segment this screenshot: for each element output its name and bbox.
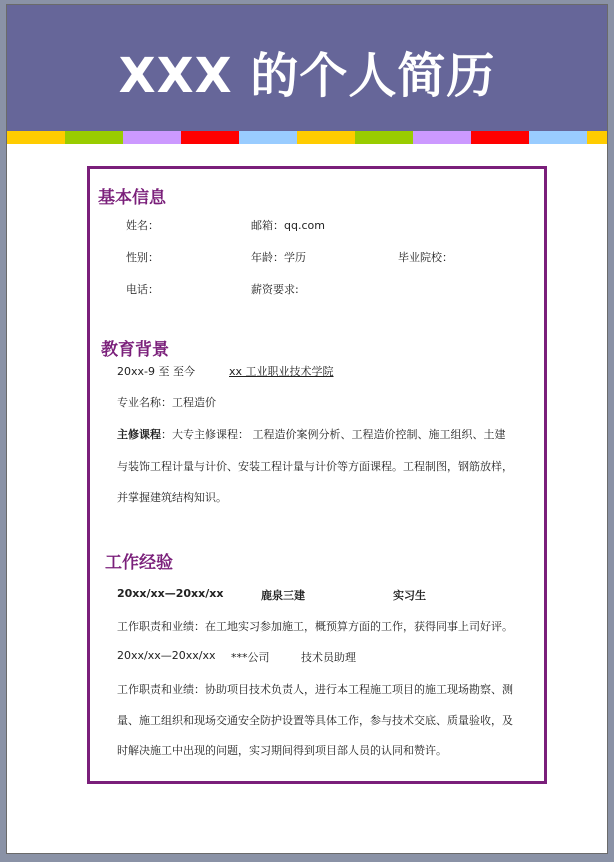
stripe-segment: [181, 131, 239, 144]
stripe-segment: [413, 131, 471, 144]
stripe-segment: [123, 131, 181, 144]
edu-period: 20xx-9 至 至今: [117, 365, 195, 378]
job2-desc-line3: 时解决施工中出现的问题，实习期间得到项目部人员的认同和赞许。: [117, 744, 447, 757]
stripe-segment: [65, 131, 123, 144]
section-title-basic: 基本信息: [98, 188, 166, 208]
field-age: 年龄：学历: [251, 251, 306, 264]
edu-school: xx 工业职业技术学院: [229, 365, 334, 378]
header-banner: [7, 5, 607, 131]
stripe-segment: [297, 131, 355, 144]
field-salary: 薪资要求:: [251, 283, 299, 296]
field-name: 姓名：: [126, 219, 159, 232]
field-phone: 电话：: [126, 283, 159, 296]
section-title-work: 工作经验: [105, 553, 173, 573]
stripe-segment: [529, 131, 587, 144]
job2-company: ***公司: [231, 651, 270, 664]
section-title-education: 教育背景: [101, 340, 169, 360]
color-stripe: [7, 131, 607, 144]
job2-desc-line1: 工作职责和业绩：协助项目技术负责人，进行本工程施工项目的施工现场勘察、测: [117, 683, 513, 696]
stripe-segment: [355, 131, 413, 144]
stripe-segment: [471, 131, 529, 144]
field-school: 毕业院校：: [398, 251, 453, 264]
stripe-segment: [7, 131, 65, 144]
job2-role: 技术员助理: [301, 651, 356, 664]
edu-courses-line2: 与装饰工程计量与计价、安装工程计量与计价等方面课程。工程制图，钢筋放样，: [117, 460, 513, 473]
resume-page: [6, 4, 608, 854]
page-title: XXX 的个人简历: [118, 48, 496, 104]
job1-role: 实习生: [393, 589, 426, 602]
stripe-segment: [587, 131, 607, 144]
edu-courses-line1: [117, 426, 506, 442]
edu-courses-line3: 并掌握建筑结构知识。: [117, 491, 227, 504]
job2-desc-line2: 量、施工组织和现场交通安全防护设置等具体工作，参与技术交底、质量验收，及: [117, 714, 513, 727]
field-email: 邮箱：qq.com: [251, 219, 325, 232]
edu-major: 专业名称：工程造价: [117, 396, 216, 409]
edu-courses-text: ：大专主修课程： 工程造价案例分析、工程造价控制、施工组织、土建: [161, 428, 506, 441]
job1-period: 20xx/xx—20xx/xx: [117, 587, 224, 600]
field-gender: 性别：: [126, 251, 159, 264]
stripe-segment: [239, 131, 297, 144]
job1-description: 工作职责和业绩：在工地实习参加施工，概预算方面的工作，获得同事上司好评。: [117, 620, 513, 633]
job2-period: 20xx/xx—20xx/xx: [117, 649, 216, 662]
job1-company: 鹿泉三建: [261, 589, 305, 602]
edu-courses-label: 主修课程: [117, 428, 161, 441]
